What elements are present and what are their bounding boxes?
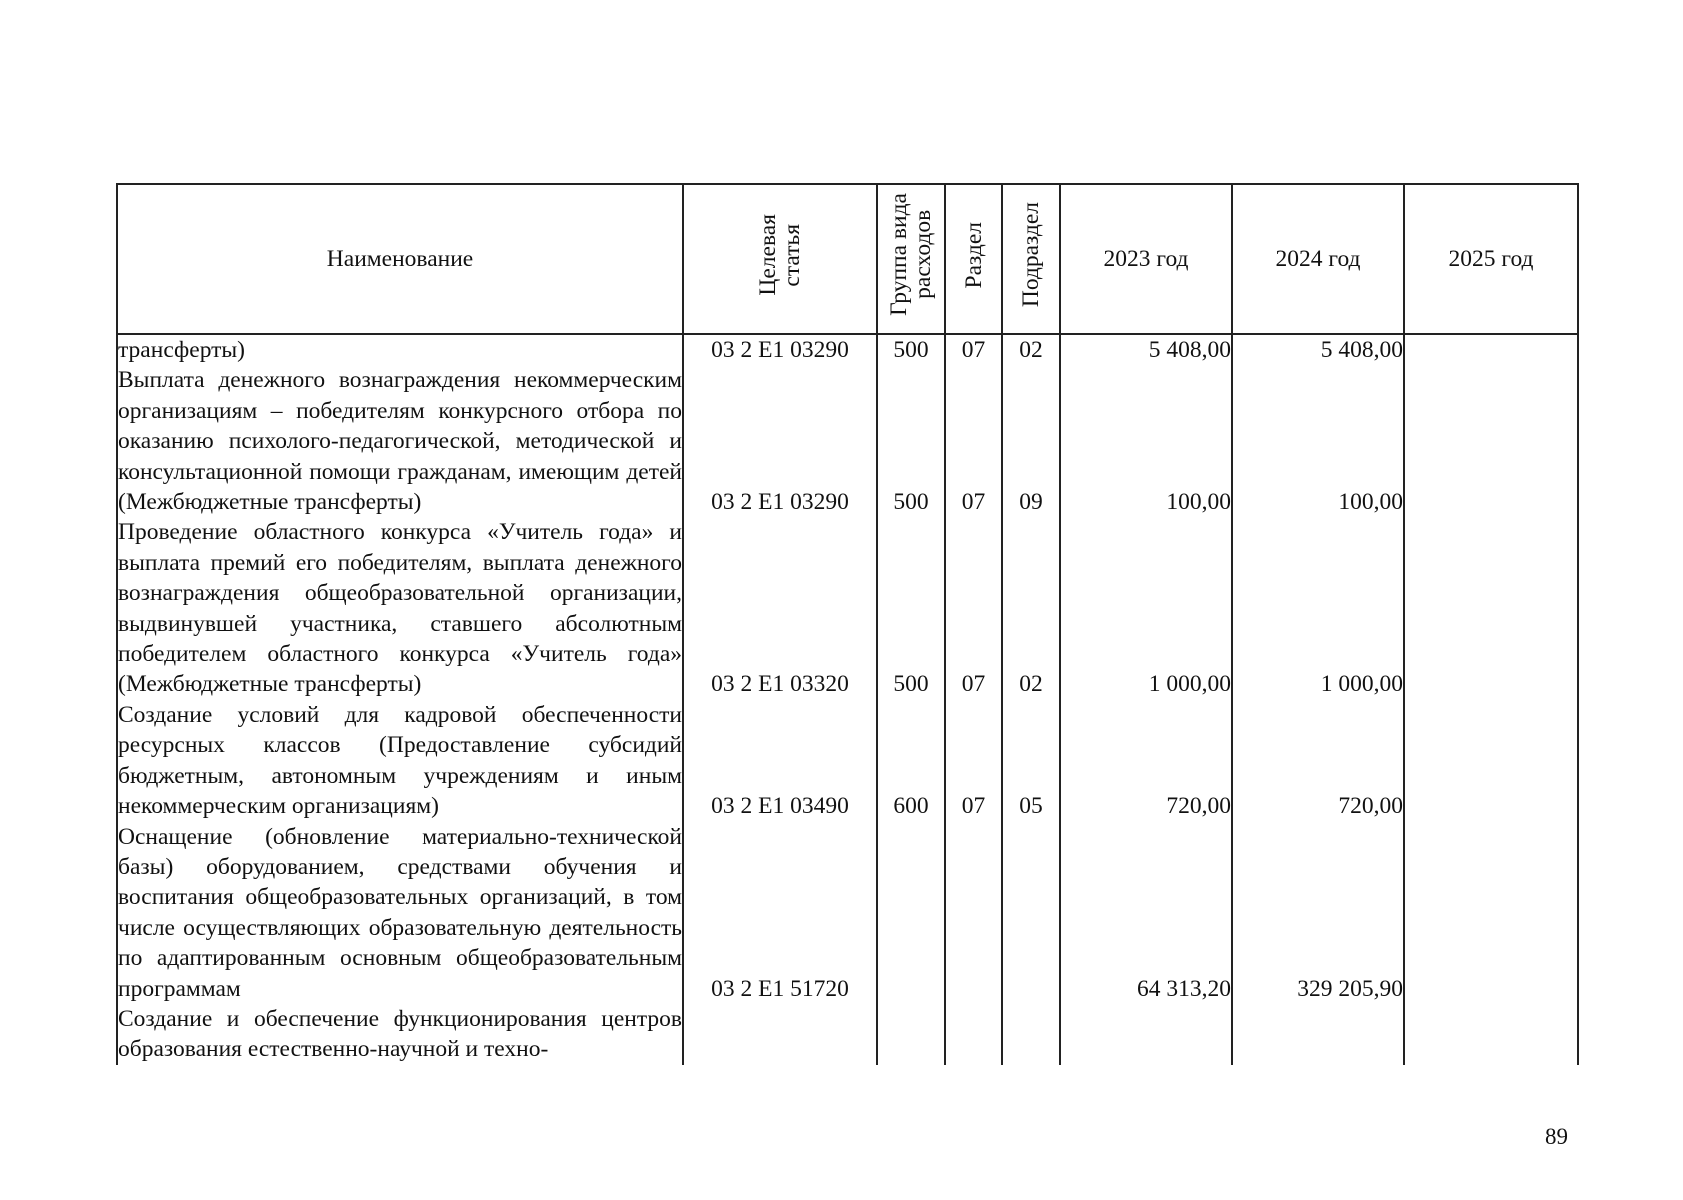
row-target-article xyxy=(683,1004,877,1065)
row-section: 07 xyxy=(945,334,1002,365)
row-expense-group xyxy=(877,822,945,1004)
row-2025 xyxy=(1404,334,1578,365)
row-2024: 5 408,00 xyxy=(1232,334,1404,365)
table-row xyxy=(117,700,1578,822)
row-2025 xyxy=(1404,365,1578,517)
row-2025 xyxy=(1404,822,1578,1004)
header-name: Наименование xyxy=(117,184,683,334)
row-section: 07 xyxy=(945,365,1002,517)
row-section xyxy=(945,822,1002,1004)
header-subsection: Подраздел xyxy=(1002,184,1060,334)
row-expense-group: 600 xyxy=(877,700,945,822)
row-target-article: 03 2 E1 03490 xyxy=(683,700,877,822)
row-2023: 5 408,00 xyxy=(1060,334,1232,365)
row-expense-group xyxy=(877,1004,945,1065)
header-year-2024: 2024 год xyxy=(1232,184,1404,334)
row-target-article: 03 2 E1 03290 xyxy=(683,334,877,365)
row-subsection: 02 xyxy=(1002,517,1060,699)
row-subsection: 02 xyxy=(1002,334,1060,365)
table-row xyxy=(117,365,1578,517)
row-name: Проведение областного конкурса «Учитель года» и выплата премий его победителям, выплата денежного вознаграждения общеобразовательной организации, выдвинувшей участника, ставшего абсолютным победителем областного конкурса «Учитель года» (Межбюджетные трансферты) xyxy=(117,517,683,699)
row-target-article: 03 2 E1 51720 xyxy=(683,822,877,1004)
row-2023: 1 000,00 xyxy=(1060,517,1232,699)
row-subsection xyxy=(1002,822,1060,1004)
row-2023: 64 313,20 xyxy=(1060,822,1232,1004)
row-subsection: 05 xyxy=(1002,700,1060,822)
budget-table xyxy=(116,183,1579,1065)
table-row xyxy=(117,822,1578,1004)
row-name: Выплата денежного вознаграждения некоммерческим организациям – победителям конкурсного отбора по оказанию психолого-педагогической, методической и консультационной помощи гражданам, имеющим детей (Межбюджетные трансферты) xyxy=(117,365,683,517)
row-2023: 100,00 xyxy=(1060,365,1232,517)
row-name: трансферты) xyxy=(117,334,683,365)
row-expense-group: 500 xyxy=(877,517,945,699)
row-2024: 100,00 xyxy=(1232,365,1404,517)
row-2025 xyxy=(1404,1004,1578,1065)
row-2024: 720,00 xyxy=(1232,700,1404,822)
row-section xyxy=(945,1004,1002,1065)
table-row xyxy=(117,334,1578,365)
row-subsection: 09 xyxy=(1002,365,1060,517)
row-2025 xyxy=(1404,700,1578,822)
row-2023 xyxy=(1060,1004,1232,1065)
row-name: Создание и обеспечение функционирования центров образования естественно-научной и техно- xyxy=(117,1004,683,1065)
row-2025 xyxy=(1404,517,1578,699)
row-2024: 1 000,00 xyxy=(1232,517,1404,699)
header-section: Раздел xyxy=(945,184,1002,334)
row-expense-group: 500 xyxy=(877,334,945,365)
row-name: Оснащение (обновление материально-технической базы) оборудованием, средствами обучения и воспитания общеобразовательных организаций, в том числе осуществляющих образовательную деятельность по адаптированным основным общеобразовательным программам xyxy=(117,822,683,1004)
header-year-2023: 2023 год xyxy=(1060,184,1232,334)
row-name: Создание условий для кадровой обеспеченности ресурсных классов (Предоставление субсидий бюджетным, автономным учреждениям и иным некоммерческим организациям) xyxy=(117,700,683,822)
row-section: 07 xyxy=(945,700,1002,822)
table-row xyxy=(117,517,1578,699)
row-section: 07 xyxy=(945,517,1002,699)
row-expense-group: 500 xyxy=(877,365,945,517)
row-2024 xyxy=(1232,1004,1404,1065)
row-subsection xyxy=(1002,1004,1060,1065)
header-expense-group: Группа вида расходов xyxy=(877,184,945,334)
row-2023: 720,00 xyxy=(1060,700,1232,822)
table-row xyxy=(117,1004,1578,1065)
page-number: 89 xyxy=(1545,1124,1568,1149)
header-target-article: Целевая статья xyxy=(683,184,877,334)
row-target-article: 03 2 E1 03290 xyxy=(683,365,877,517)
table-header-row xyxy=(117,184,1578,334)
row-2024: 329 205,90 xyxy=(1232,822,1404,1004)
header-year-2025: 2025 год xyxy=(1404,184,1578,334)
row-target-article: 03 2 E1 03320 xyxy=(683,517,877,699)
